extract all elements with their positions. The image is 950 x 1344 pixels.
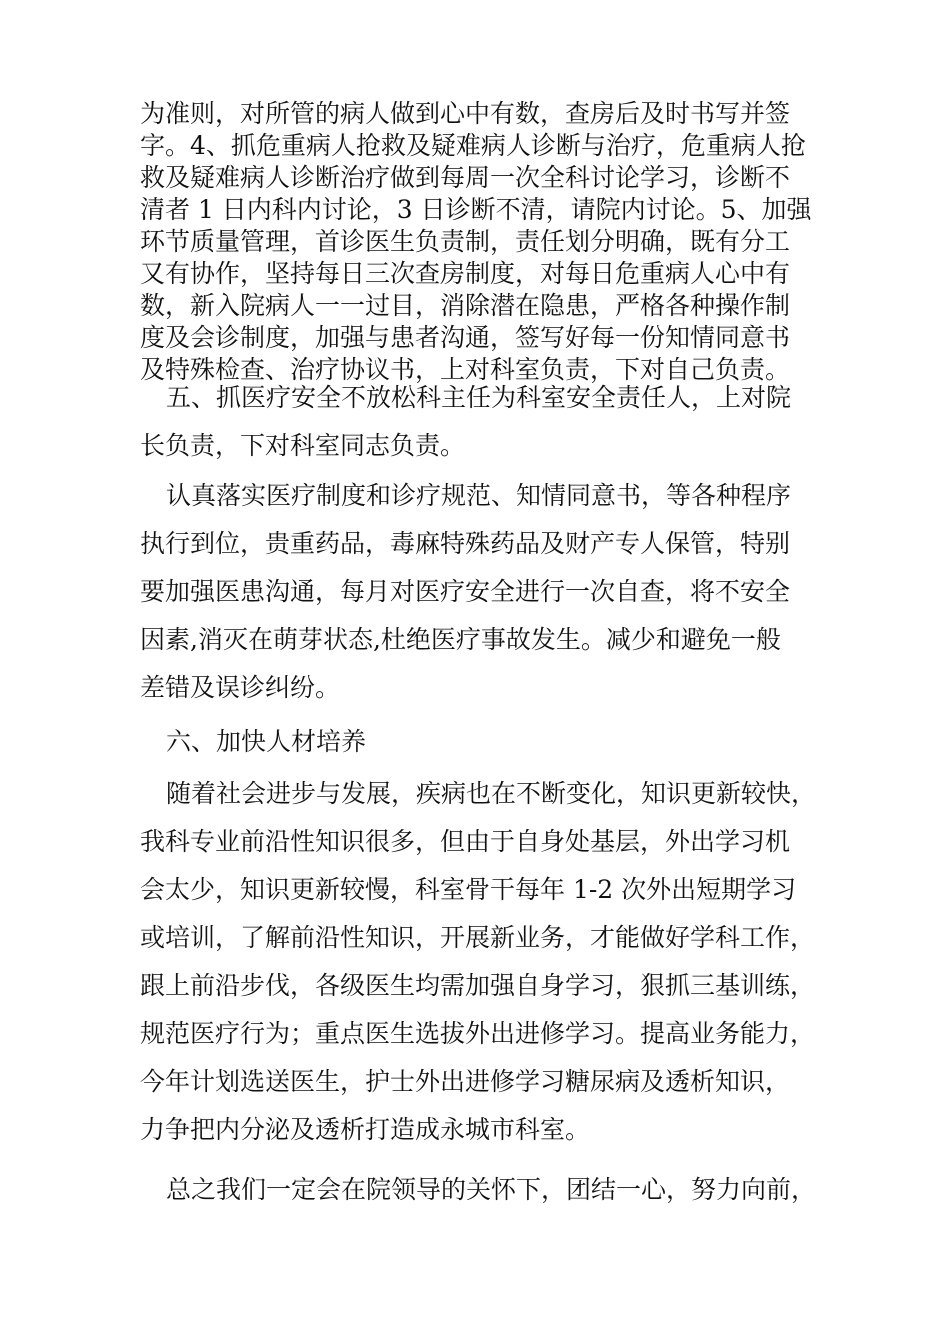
text-line: 随着社会进步与发展，疾病也在不断变化，知识更新较快， (166, 779, 817, 808)
text-line: 执行到位，贵重药品，毒麻特殊药品及财产专人保管，特别 (140, 529, 791, 558)
section-five-paragraph (140, 374, 812, 470)
text-line: 跟上前沿步伐，各级医生均需加强自身学习，狠抓三基训练， (140, 971, 816, 1000)
text-line: 又有协作，坚持每日三次查房制度，对每日危重病人心中有 (140, 259, 791, 288)
text-line: 力争把内分泌及透析打造成永城市科室。 (140, 1115, 591, 1144)
text-line: 五、抓医疗安全不放松科主任为科室安全责任人，上对院 (166, 383, 792, 412)
text-line: 长负责，下对科室同志负责。 (140, 431, 466, 460)
section-six-heading (140, 718, 812, 766)
training-paragraph (140, 770, 817, 1154)
text-line: 因素,消灭在萌芽状态,杜绝医疗事故发生。减少和避免一般 (140, 625, 781, 654)
text-line: 总之我们一定会在院领导的关怀下，团结一心，努力向前， (166, 1175, 817, 1204)
text-line: 清者 1 日内科内讨论，3 日诊断不清，请院内讨论。5、加强 (140, 195, 812, 224)
text-line: 差错及误诊纠纷。 (140, 673, 341, 702)
text-line: 字。4、抓危重病人抢救及疑难病人诊断与治疗，危重病人抢 (140, 131, 806, 160)
section-heading: 六、加快人材培养 (166, 727, 367, 756)
text-line: 数，新入院病人一一过目，消除潜在隐患，严格各种操作制 (140, 291, 791, 320)
safety-paragraph (140, 472, 812, 712)
text-line: 及特殊检查、治疗协议书，上对科室负责，下对自己负责。 (140, 355, 791, 384)
text-line: 认真落实医疗制度和诊疗规范、知情同意书，等各种程序 (166, 481, 792, 510)
text-line: 今年计划选送医生，护士外出进修学习糖尿病及透析知识， (140, 1067, 791, 1096)
text-line: 规范医疗行为；重点医生选拔外出进修学习。提高业务能力， (140, 1019, 816, 1048)
text-line: 为准则，对所管的病人做到心中有数，查房后及时书写并签 (140, 99, 791, 128)
text-line: 或培训，了解前沿性知识，开展新业务，才能做好学科工作， (140, 923, 816, 952)
text-line: 环节质量管理，首诊医生负责制，责任划分明确，既有分工 (140, 227, 791, 256)
text-line: 救及疑难病人诊断治疗做到每周一次全科讨论学习，诊断不 (140, 163, 791, 192)
text-line: 度及会诊制度，加强与患者沟通，签写好每一份知情同意书 (140, 323, 791, 352)
text-line: 会太少，知识更新较慢，科室骨干每年 1-2 次外出短期学习 (140, 875, 797, 904)
continuation-paragraph (140, 98, 812, 386)
conclusion-paragraph (140, 1166, 817, 1214)
text-line: 要加强医患沟通，每月对医疗安全进行一次自查，将不安全 (140, 577, 791, 606)
text-line: 我科专业前沿性知识很多，但由于自身处基层，外出学习机 (140, 827, 791, 856)
